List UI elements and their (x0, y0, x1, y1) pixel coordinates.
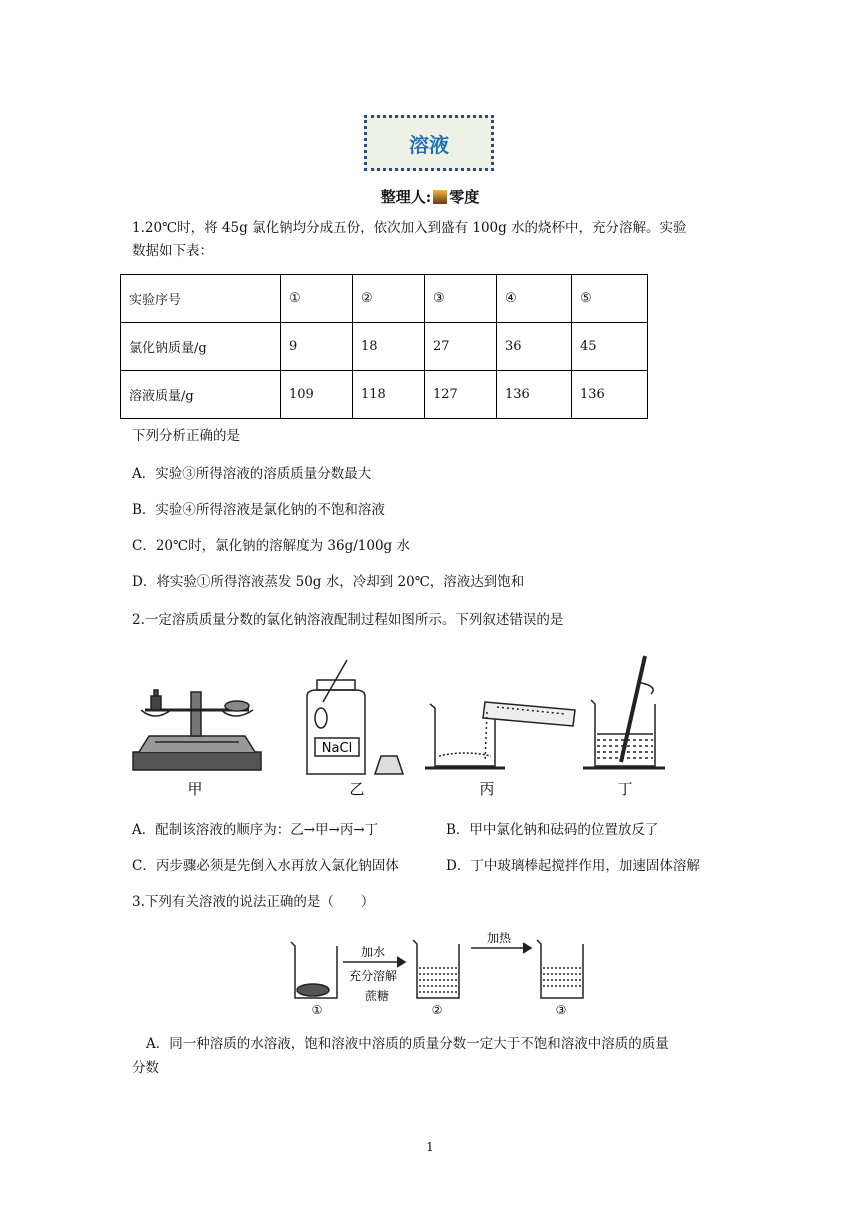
beaker-2-label: ② (431, 1003, 443, 1017)
arrow2-top-label: 加热 (486, 932, 512, 945)
q2-stem: 2.一定溶质质量分数的氯化钠溶液配制过程如图所示。下列叙述错误的是 (132, 612, 564, 628)
arrow1-top-label: 加水 (360, 945, 386, 959)
q2-option-d: D．丁中玻璃棒起搅拌作用，加速固体溶解 (446, 858, 700, 874)
title-box (364, 115, 494, 171)
q1-option-c: C．20℃时，氯化钠的溶解度为 36g/100g 水 (132, 538, 410, 554)
label-ding: 丁 (617, 780, 633, 798)
sunset-icon (433, 190, 447, 204)
label-jia: 甲 (187, 780, 203, 798)
page-title: 溶液 (409, 132, 449, 157)
sugar-label: 蔗糖 (364, 989, 390, 1003)
beaker-1-label: ① (311, 1003, 323, 1017)
nacl-label: NaCl (321, 741, 353, 756)
q3-stem: 3.下列有关溶液的说法正确的是（ ） (132, 894, 375, 910)
label-yi: 乙 (349, 780, 365, 798)
q1-data-table (120, 274, 648, 419)
q2-option-b: B．甲中氯化钠和砝码的位置放反了 (446, 822, 659, 838)
q2-option-a: A．配制该溶液的顺序为：乙→甲→丙→丁 (132, 822, 379, 838)
q1-prompt: 下列分析正确的是 (132, 428, 240, 444)
table-row: 溶液质量/g 109 118 127 136 136 (121, 371, 648, 419)
beakers-illustration (291, 940, 583, 998)
table-row: 实验序号 ① ② ③ ④ ⑤ (121, 275, 648, 323)
q1-stem-line2: 数据如下表： (132, 243, 213, 259)
stirring-beaker-illustration (583, 656, 665, 768)
table-row: 氯化钠质量/g 9 18 27 36 45 (121, 323, 648, 371)
q1-option-d: D．将实验①所得溶液蒸发 50g 水，冷却到 20℃，溶液达到饱和 (132, 574, 525, 590)
author-line: 整理人: 零度 (380, 188, 480, 206)
beaker-3-label: ③ (555, 1003, 567, 1017)
q3-option-a-line1: A．同一种溶质的水溶液，饱和溶液中溶质的质量分数一定大于不饱和溶液中溶质的质量 (146, 1036, 669, 1052)
q2-option-c: C．丙步骤必须是先倒入水再放入氯化钠固体 (132, 858, 399, 874)
q2-figure (125, 652, 735, 802)
pouring-beaker-illustration (425, 702, 575, 768)
q1-stem-line1: 1.20℃时，将 45g 氯化钠均分成五份，依次加入到盛有 100g 水的烧杯中，充分溶解。实验 (132, 220, 687, 236)
q3-figure (285, 932, 595, 1020)
q1-option-b: B．实验④所得溶液是氯化钠的不饱和溶液 (132, 502, 385, 518)
arrow1-bottom-label: 充分溶解 (348, 969, 398, 983)
q3-option-a-line2: 分数 (132, 1060, 159, 1076)
label-bing: 丙 (479, 780, 495, 798)
q1-option-a: A．实验③所得溶液的溶质质量分数最大 (132, 466, 372, 482)
reagent-jar-illustration (307, 660, 403, 774)
balance-illustration (133, 690, 261, 770)
page-number: 1 (426, 1140, 434, 1154)
